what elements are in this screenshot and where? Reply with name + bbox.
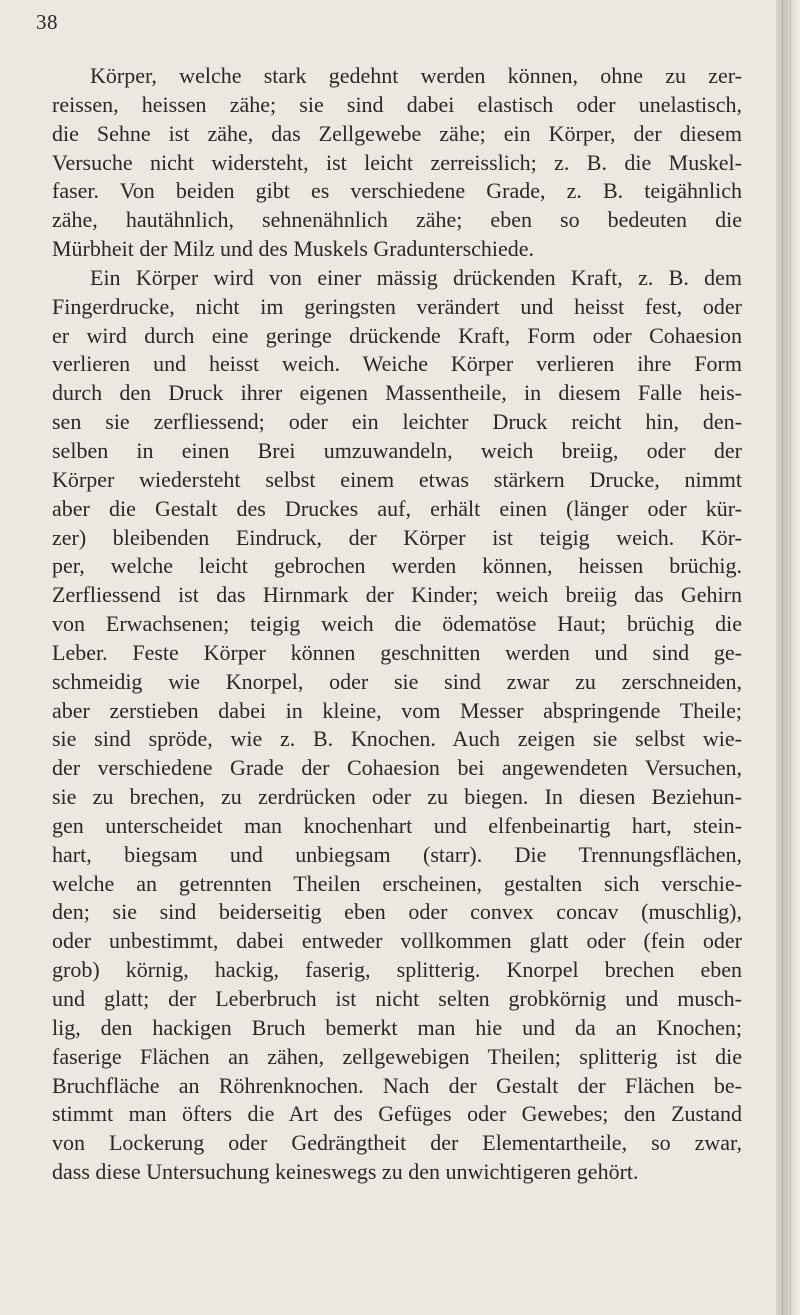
text-line: reissen, heissen zähe; sie sind dabei elastisch oder unelastisch, xyxy=(52,91,742,117)
text-line: Zerfliessend ist das Hirnmark der Kinder; weich breiig das Gehirn xyxy=(52,582,742,608)
body-text xyxy=(52,62,742,1187)
edge-line xyxy=(790,0,791,1315)
text-line: selben in einen Brei umzuwandeln, weich breiig, oder der xyxy=(52,437,742,463)
text-line: per, welche leicht gebrochen werden können, heissen brüchig. xyxy=(52,553,742,579)
text-line: stimmt man öfters die Art des Gefüges oder Gewebes; den Zustand xyxy=(52,1101,742,1127)
text-line: verlieren und heisst weich. Weiche Körper verlieren ihre Form xyxy=(52,351,742,377)
text-line: welche an getrennten Theilen erscheinen, gestalten sich verschie- xyxy=(52,870,742,896)
text-line: hart, biegsam und unbiegsam (starr). Die Trennungsflächen, xyxy=(52,841,742,867)
text-line: aber die Gestalt des Druckes auf, erhält einen (länger oder kür- xyxy=(52,495,742,521)
text-line: dass diese Untersuchung keineswegs zu den unwichtigeren gehört. xyxy=(52,1159,639,1185)
text-line: der verschiedene Grade der Cohaesion bei angewendeten Versuchen, xyxy=(52,755,742,781)
text-line: Bruchfläche an Röhrenknochen. Nach der Gestalt der Flächen be- xyxy=(52,1072,742,1098)
edge-line xyxy=(782,0,783,1315)
text-line: zähe, hautähnlich, sehnenähnlich zähe; eben so bedeuten die xyxy=(52,207,742,233)
text-line: von Erwachsenen; teigig weich die ödematöse Haut; brüchig die xyxy=(52,611,742,637)
text-line: Ein Körper wird von einer mässig drückenden Kraft, z. B. dem xyxy=(90,264,742,290)
text-line: sie zu brechen, zu zerdrücken oder zu biegen. In diesen Beziehun- xyxy=(52,784,742,810)
page-binding-edge xyxy=(776,0,800,1315)
text-line: zer) bleibenden Eindruck, der Körper ist teigig weich. Kör- xyxy=(52,524,742,550)
text-line: Körper wiedersteht selbst einem etwas stärkern Drucke, nimmt xyxy=(52,466,742,492)
text-line: aber zerstieben dabei in kleine, vom Messer abspringende Theile; xyxy=(52,697,742,723)
text-line: schmeidig wie Knorpel, oder sie sind zwar zu zerschneiden, xyxy=(52,668,742,694)
text-line: Mürbheit der Milz und des Muskels Gradunterschiede. xyxy=(52,236,535,262)
text-line: sie sind spröde, wie z. B. Knochen. Auch zeigen sie selbst wie- xyxy=(52,726,742,752)
page-number: 38 xyxy=(36,10,58,34)
text-line: Fingerdrucke, nicht im geringsten verändert und heisst fest, oder xyxy=(52,293,742,319)
text-line: durch den Druck ihrer eigenen Massentheile, in diesem Falle heis- xyxy=(52,380,742,406)
text-line: Körper, welche stark gedehnt werden können, ohne zu zer- xyxy=(90,63,742,88)
text-line: faserige Flächen an zähen, zellgewebigen Theilen; splitterig ist die xyxy=(52,1043,742,1069)
text-line: und glatt; der Leberbruch ist nicht selten grobkörnig und musch- xyxy=(52,986,742,1011)
text-line: er wird durch eine geringe drückende Kraft, Form oder Cohaesion xyxy=(52,322,742,348)
text-line: oder unbestimmt, dabei entweder vollkommen glatt oder (fein oder xyxy=(52,928,742,954)
text-line: faser. Von beiden gibt es verschiedene Grade, z. B. teigähnlich xyxy=(52,178,742,204)
text-line: die Sehne ist zähe, das Zellgewebe zähe; ein Körper, der diesem xyxy=(52,120,742,146)
text-line: den; sie sind beiderseitig eben oder convex concav (muschlig), xyxy=(52,899,742,925)
text-line: Versuche nicht widersteht, ist leicht zerreisslich; z. B. die Muskel- xyxy=(52,149,742,175)
text-line: gen unterscheidet man knochenhart und elfenbeinartig hart, stein- xyxy=(52,812,742,838)
text-line: sen sie zerfliessend; oder ein leichter Druck reicht hin, den- xyxy=(52,409,742,435)
text-line: lig, den hackigen Bruch bemerkt man hie und da an Knochen; xyxy=(52,1014,742,1040)
text-line: grob) körnig, hackig, faserig, splitterig. Knorpel brechen eben xyxy=(52,957,742,983)
text-line: von Lockerung oder Gedrängtheit der Elementartheile, so zwar, xyxy=(52,1130,742,1156)
text-line: Leber. Feste Körper können geschnitten werden und sind ge- xyxy=(52,639,742,665)
